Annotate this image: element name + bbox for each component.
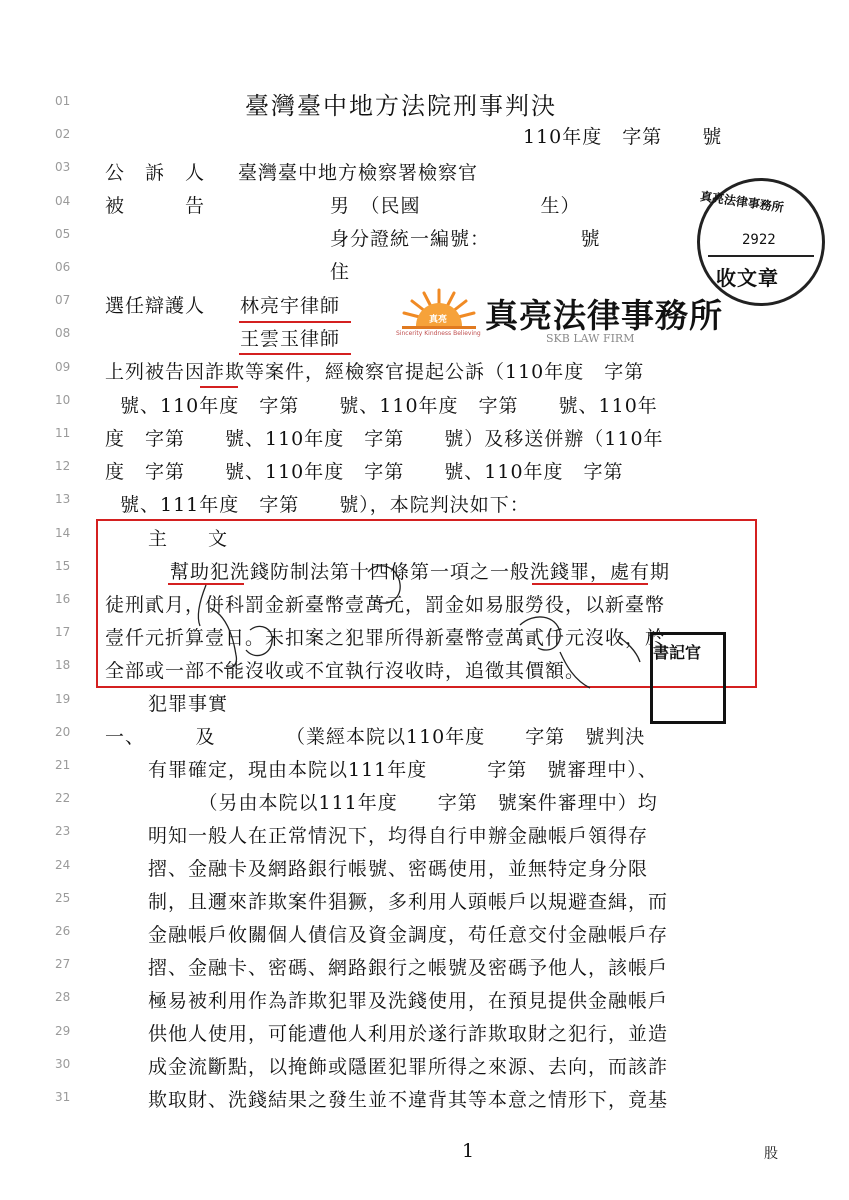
page-number: 1 (462, 1140, 475, 1162)
line-number: 05 (55, 226, 71, 241)
line-number: 29 (55, 1023, 71, 1038)
lawyer-2: 王雲玉律師 (240, 328, 341, 350)
facts-line-6: 制，且邇來詐欺案件猖獗，多利用人頭帳戶以規避查緝，而 (148, 891, 669, 913)
received-stamp-firm: 真亮法律事務所 (699, 189, 785, 215)
document-title: 臺灣臺中地方法院刑事判決 (245, 92, 557, 120)
line-number: 26 (55, 924, 71, 938)
line-number: 06 (55, 260, 71, 274)
facts-line-7: 金融帳戶攸關個人債信及資金調度，苟任意交付金融帳戶存 (148, 924, 669, 946)
facts-line-2: 有罪確定，現由本院以111年度 字第 號審理中）、 (148, 759, 658, 781)
line-number: 21 (55, 758, 71, 772)
facts-line-12: 欺取財、洗錢結果之發生並不違背其等本意之情形下，竟基 (148, 1089, 669, 1111)
defendant-address: 住 (330, 261, 351, 283)
main-line-4: 全部或一部不能沒收或不宜執行沒收時，追徵其價額。 (105, 660, 586, 682)
line-number: 13 (55, 492, 71, 507)
line-number: 01 (55, 94, 71, 108)
main-line-3: 壹仟元折算壹日。未扣案之犯罪所得新臺幣壹萬貳仟元沒收，於 (105, 627, 666, 649)
line-number: 14 (55, 525, 71, 540)
defendant-gender: 男 （民國 生） (330, 195, 581, 217)
facts-line-11: 成金流斷點，以掩飾或隱匿犯罪所得之來源、去向，而該詐 (148, 1056, 669, 1078)
logo-firm-name-en: SKB LAW FIRM (546, 332, 635, 345)
lawyer-1: 林亮宇律師 (240, 295, 341, 317)
line-number: 04 (55, 193, 71, 208)
logo-tagline: Sincerity Kindness Believing (396, 330, 481, 337)
line-number: 22 (55, 791, 71, 806)
clerk-seal-label: 書記官 (653, 643, 702, 662)
facts-line-3: （另由本院以111年度 字第 號案件審理中）均 (148, 792, 658, 814)
line-number: 02 (55, 127, 71, 142)
line-number: 09 (55, 359, 71, 374)
logo-firm-name: 真亮法律事務所 (485, 296, 723, 335)
line-number: 25 (55, 890, 71, 905)
logo-mark-text: 真亮 (429, 315, 448, 325)
line-number: 18 (55, 658, 71, 673)
defendant-id: 身分證統一編號： 號 (330, 228, 601, 250)
defendant-label: 被 告 (105, 195, 206, 217)
line-number: 03 (55, 160, 71, 175)
footer-mark: 股 (764, 1146, 778, 1162)
prosecutor-label: 公 訴 人 (105, 162, 206, 184)
facts-line-1: 一、 及 （業經本院以110年度 字第 號判決 (105, 726, 646, 748)
facts-line-4: 明知一般人在正常情況下，均得自行申辦金融帳戶領得存 (148, 825, 649, 847)
intro-line-3: 度 字第 號、110年度 字第 號）及移送併辦（110年 (105, 428, 664, 450)
prosecutor-value: 臺灣臺中地方檢察署檢察官 (238, 162, 479, 184)
defense-label: 選任辯護人 (105, 295, 206, 317)
received-stamp-label: 收文章 (716, 266, 779, 290)
facts-line-9: 極易被利用作為詐欺犯罪及洗錢使用，在預見提供金融帳戶 (148, 990, 669, 1012)
line-number: 19 (55, 691, 71, 706)
line-number: 27 (55, 957, 71, 972)
line-number: 28 (55, 990, 71, 1005)
line-number: 16 (55, 592, 71, 606)
facts-line-5: 摺、金融卡及網路銀行帳號、密碼使用，並無特定身分限 (148, 858, 649, 880)
line-number: 12 (55, 459, 71, 474)
case-number: 110年度 字第 號 (523, 126, 723, 148)
intro-line-1: 上列被告因詐欺等案件，經檢察官提起公訴（110年度 字第 (105, 361, 645, 383)
line-number: 10 (55, 392, 71, 407)
line-number: 11 (55, 426, 71, 440)
line-number: 07 (55, 293, 71, 308)
line-number: 23 (55, 824, 71, 839)
facts-heading: 犯罪事實 (148, 693, 229, 715)
line-number: 24 (55, 857, 71, 872)
line-number: 31 (55, 1090, 71, 1104)
main-line-2: 徒刑貳月，併科罰金新臺幣壹萬元，罰金如易服勞役，以新臺幣 (105, 594, 666, 616)
intro-line-4: 度 字第 號、110年度 字第 號、110年度 字第 (105, 461, 624, 483)
received-stamp-number: 2922 (742, 232, 776, 248)
line-number: 15 (55, 558, 71, 573)
line-number: 30 (55, 1056, 71, 1071)
main-heading: 主 文 (148, 528, 229, 550)
intro-line-5: 號、111年度 字第 號），本院判決如下： (120, 494, 530, 516)
line-number: 20 (55, 724, 71, 739)
intro-line-2: 號、110年度 字第 號、110年度 字第 號、110年 (120, 395, 658, 417)
main-line-1: 幫助犯洗錢防制法第十四條第一項之一般洗錢罪，處有期 (170, 561, 671, 583)
facts-line-8: 摺、金融卡、密碼、網路銀行之帳號及密碼予他人，該帳戶 (148, 957, 669, 979)
line-number: 17 (55, 625, 71, 640)
line-number: 08 (55, 326, 71, 341)
facts-line-10: 供他人使用，可能遭他人利用於遂行詐欺取財之犯行，並造 (148, 1023, 669, 1045)
